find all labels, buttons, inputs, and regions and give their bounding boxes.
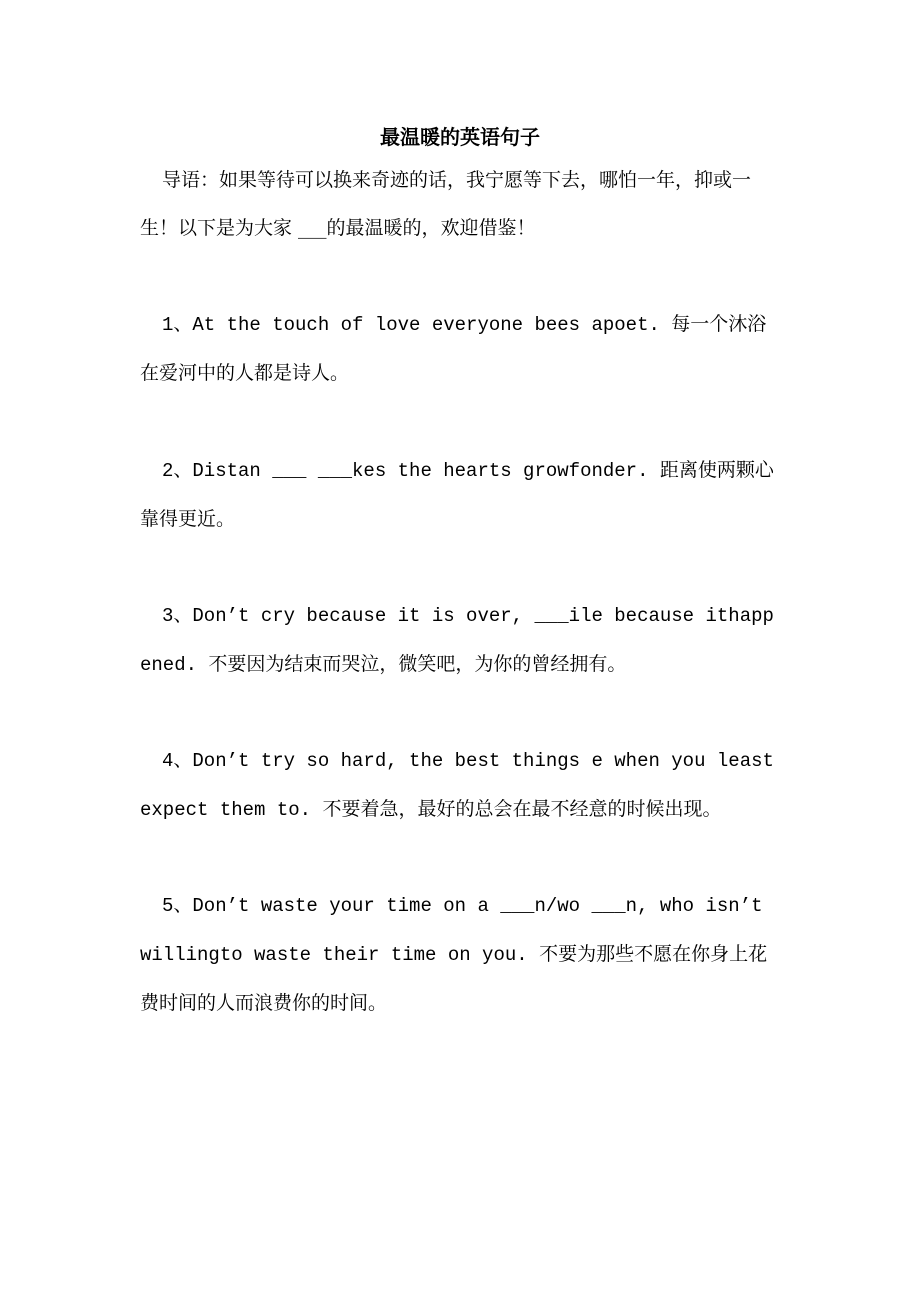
- sentence-chinese: 不要因为结束而哭泣，微笑吧，为你的曾经拥有。: [208, 653, 627, 675]
- document-body: [140, 118, 780, 1076]
- sentence-english: 2、Distan ___ ___kes the hearts growfonder.: [162, 460, 660, 482]
- intro-paragraph: 导语：如果等待可以换来奇迹的话，我宁愿等下去，哪怕一年，抑或一生！以下是为大家 ___的最温暖的，欢迎借鉴！: [140, 169, 752, 239]
- page-title: 最温暖的英语句子: [380, 125, 540, 149]
- sentence-english: 1、At the touch of love everyone bees apoet.: [162, 314, 672, 336]
- sentence-chinese: 不要为那些不愿在你身上花费时间的人而浪费你的时间。: [140, 943, 768, 1014]
- sentence-chinese: 距离使两颗心靠得更近。: [140, 459, 774, 530]
- sentence-english: 3、Don’t cry because it is over, ___ile because ithappened.: [140, 605, 774, 676]
- sentence-item-2: [140, 446, 780, 544]
- sentence-english: 5、Don’t waste your time on a ___n/wo ___n, who isn’t willingto waste their time on you.: [140, 895, 763, 966]
- sentence-item-5: [140, 882, 780, 1028]
- sentence-item-3: [140, 592, 780, 689]
- sentence-item-4: [140, 737, 780, 834]
- sentence-english: 4、Don’t try so hard, the best things e when you leastexpect them to.: [140, 750, 774, 821]
- sentence-item-1: [140, 300, 780, 398]
- sentence-chinese: 每一个沐浴在爱河中的人都是诗人。: [140, 313, 767, 384]
- sentence-chinese: 不要着急，最好的总会在最不经意的时候出现。: [322, 798, 722, 820]
